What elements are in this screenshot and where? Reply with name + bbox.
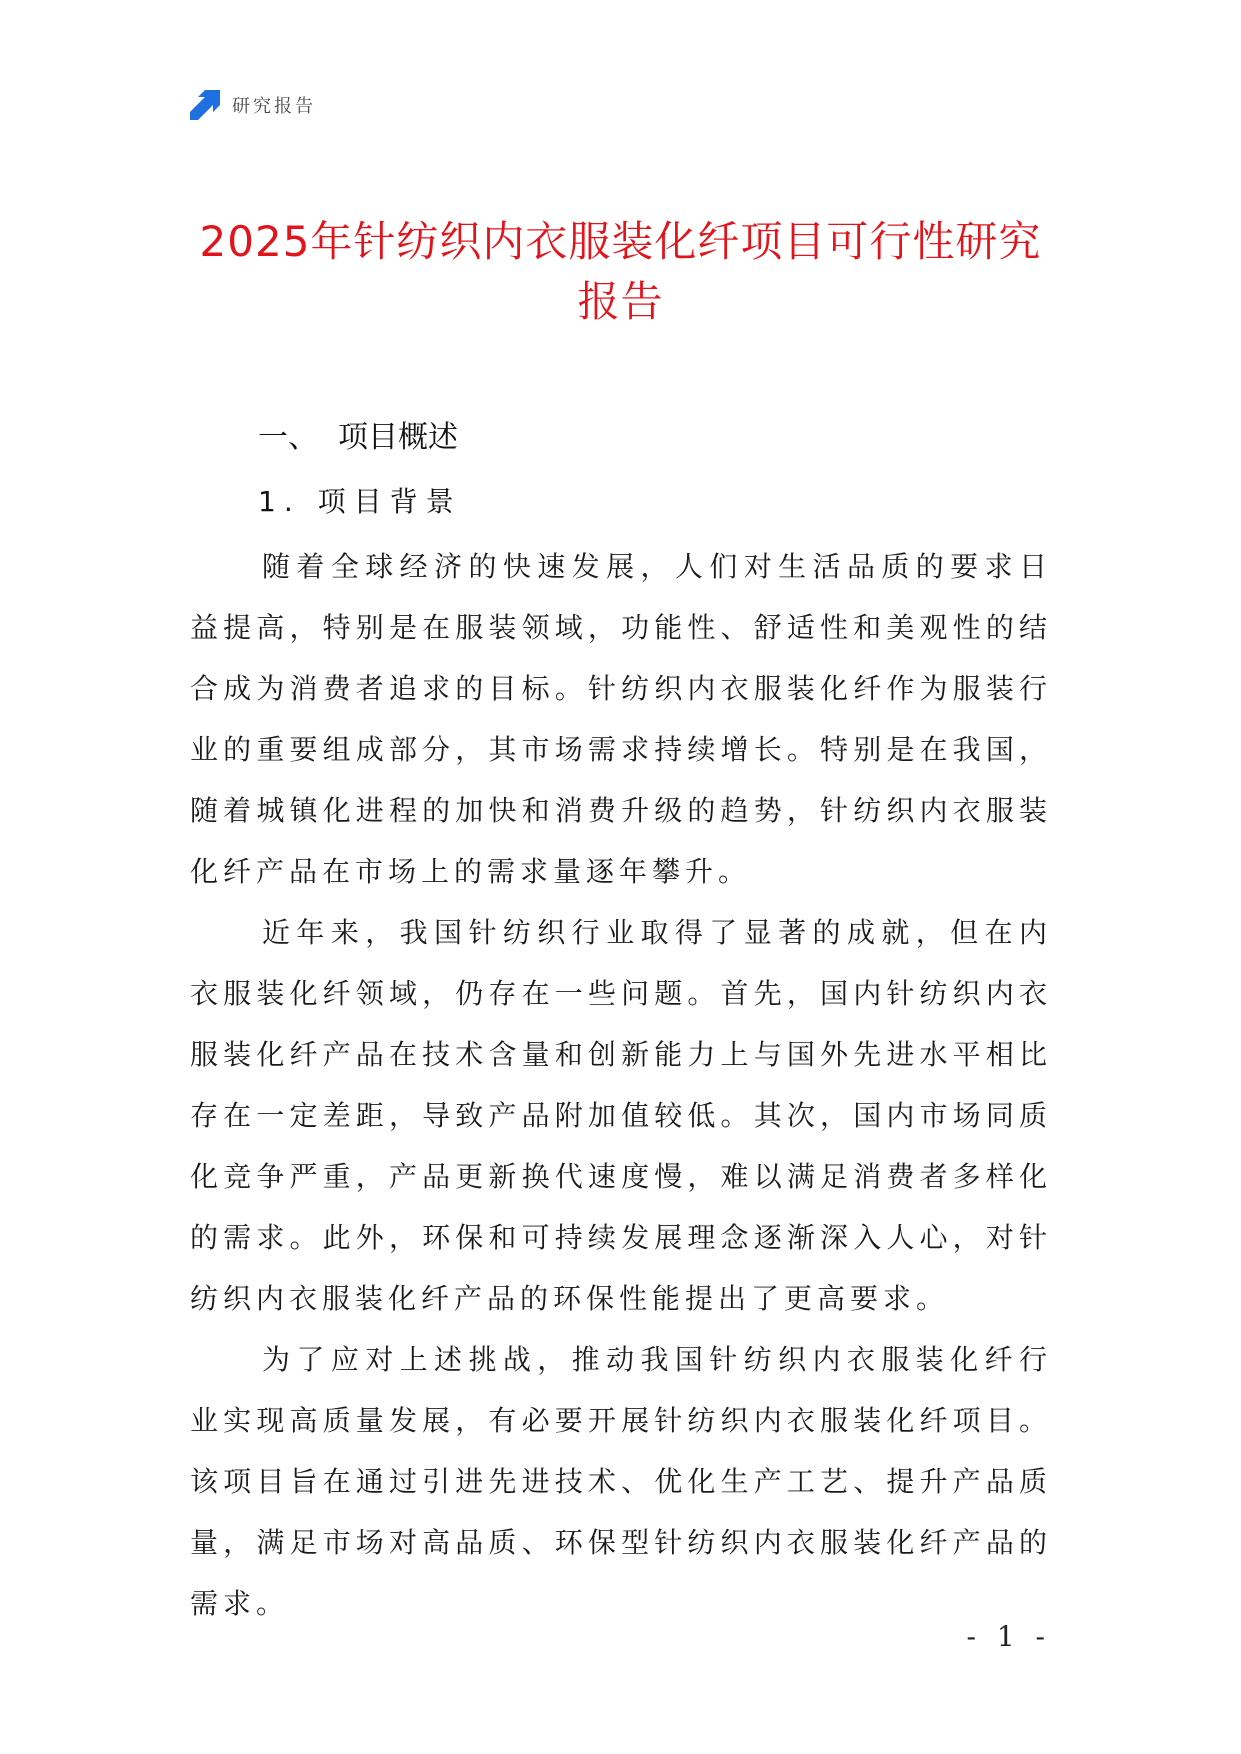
section-number: 一、 bbox=[258, 420, 318, 455]
paragraph: 为了应对上述挑战，推动我国针纺织内衣服装化纤行业实现高质量发展，有必要开展针纺织内衣服装化纤项目。该项目旨在通过引进先进技术、优化生产工艺、提升产品质量，满足市场对高品质、环保型针纺织内衣服装化纤产品的需求。 bbox=[190, 1343, 1052, 1620]
paragraph: 近年来，我国针纺织行业取得了显著的成就，但在内衣服装化纤领域，仍存在一些问题。首先，国内针纺织内衣服装化纤产品在技术含量和创新能力上与国外先进水平相比存在一定差距，导致产品附加值较低。其次，国内市场同质化竞争严重，产品更新换代速度慢，难以满足消费者多样化的需求。此外，环保和可持续发展理念逐渐深入人心，对针纺织内衣服装化纤产品的环保性能提出了更高要求。 bbox=[190, 916, 1052, 1315]
body-text bbox=[190, 536, 1052, 1634]
arrow-up-right-icon bbox=[190, 90, 220, 120]
report-header bbox=[190, 88, 316, 122]
section-heading bbox=[258, 418, 458, 458]
document-title: 2025年针纺织内衣服装化纤项目可行性研究报告 bbox=[199, 217, 1042, 326]
subsection-heading: 1. 项目背景 bbox=[258, 485, 462, 518]
section-title: 项目概述 bbox=[338, 420, 458, 455]
header-label: 研究报告 bbox=[232, 96, 316, 117]
paragraph: 随着全球经济的快速发展，人们对生活品质的要求日益提高，特别是在服装领域，功能性、舒适性和美观性的结合成为消费者追求的目标。针纺织内衣服装化纤作为服装行业的重要组成部分，其市场需求持续增长。特别是在我国，随着城镇化进程的加快和消费升级的趋势，针纺织内衣服装化纤产品在市场上的需求量逐年攀升。 bbox=[190, 550, 1052, 888]
page-number: - 1 - bbox=[966, 1620, 1051, 1653]
